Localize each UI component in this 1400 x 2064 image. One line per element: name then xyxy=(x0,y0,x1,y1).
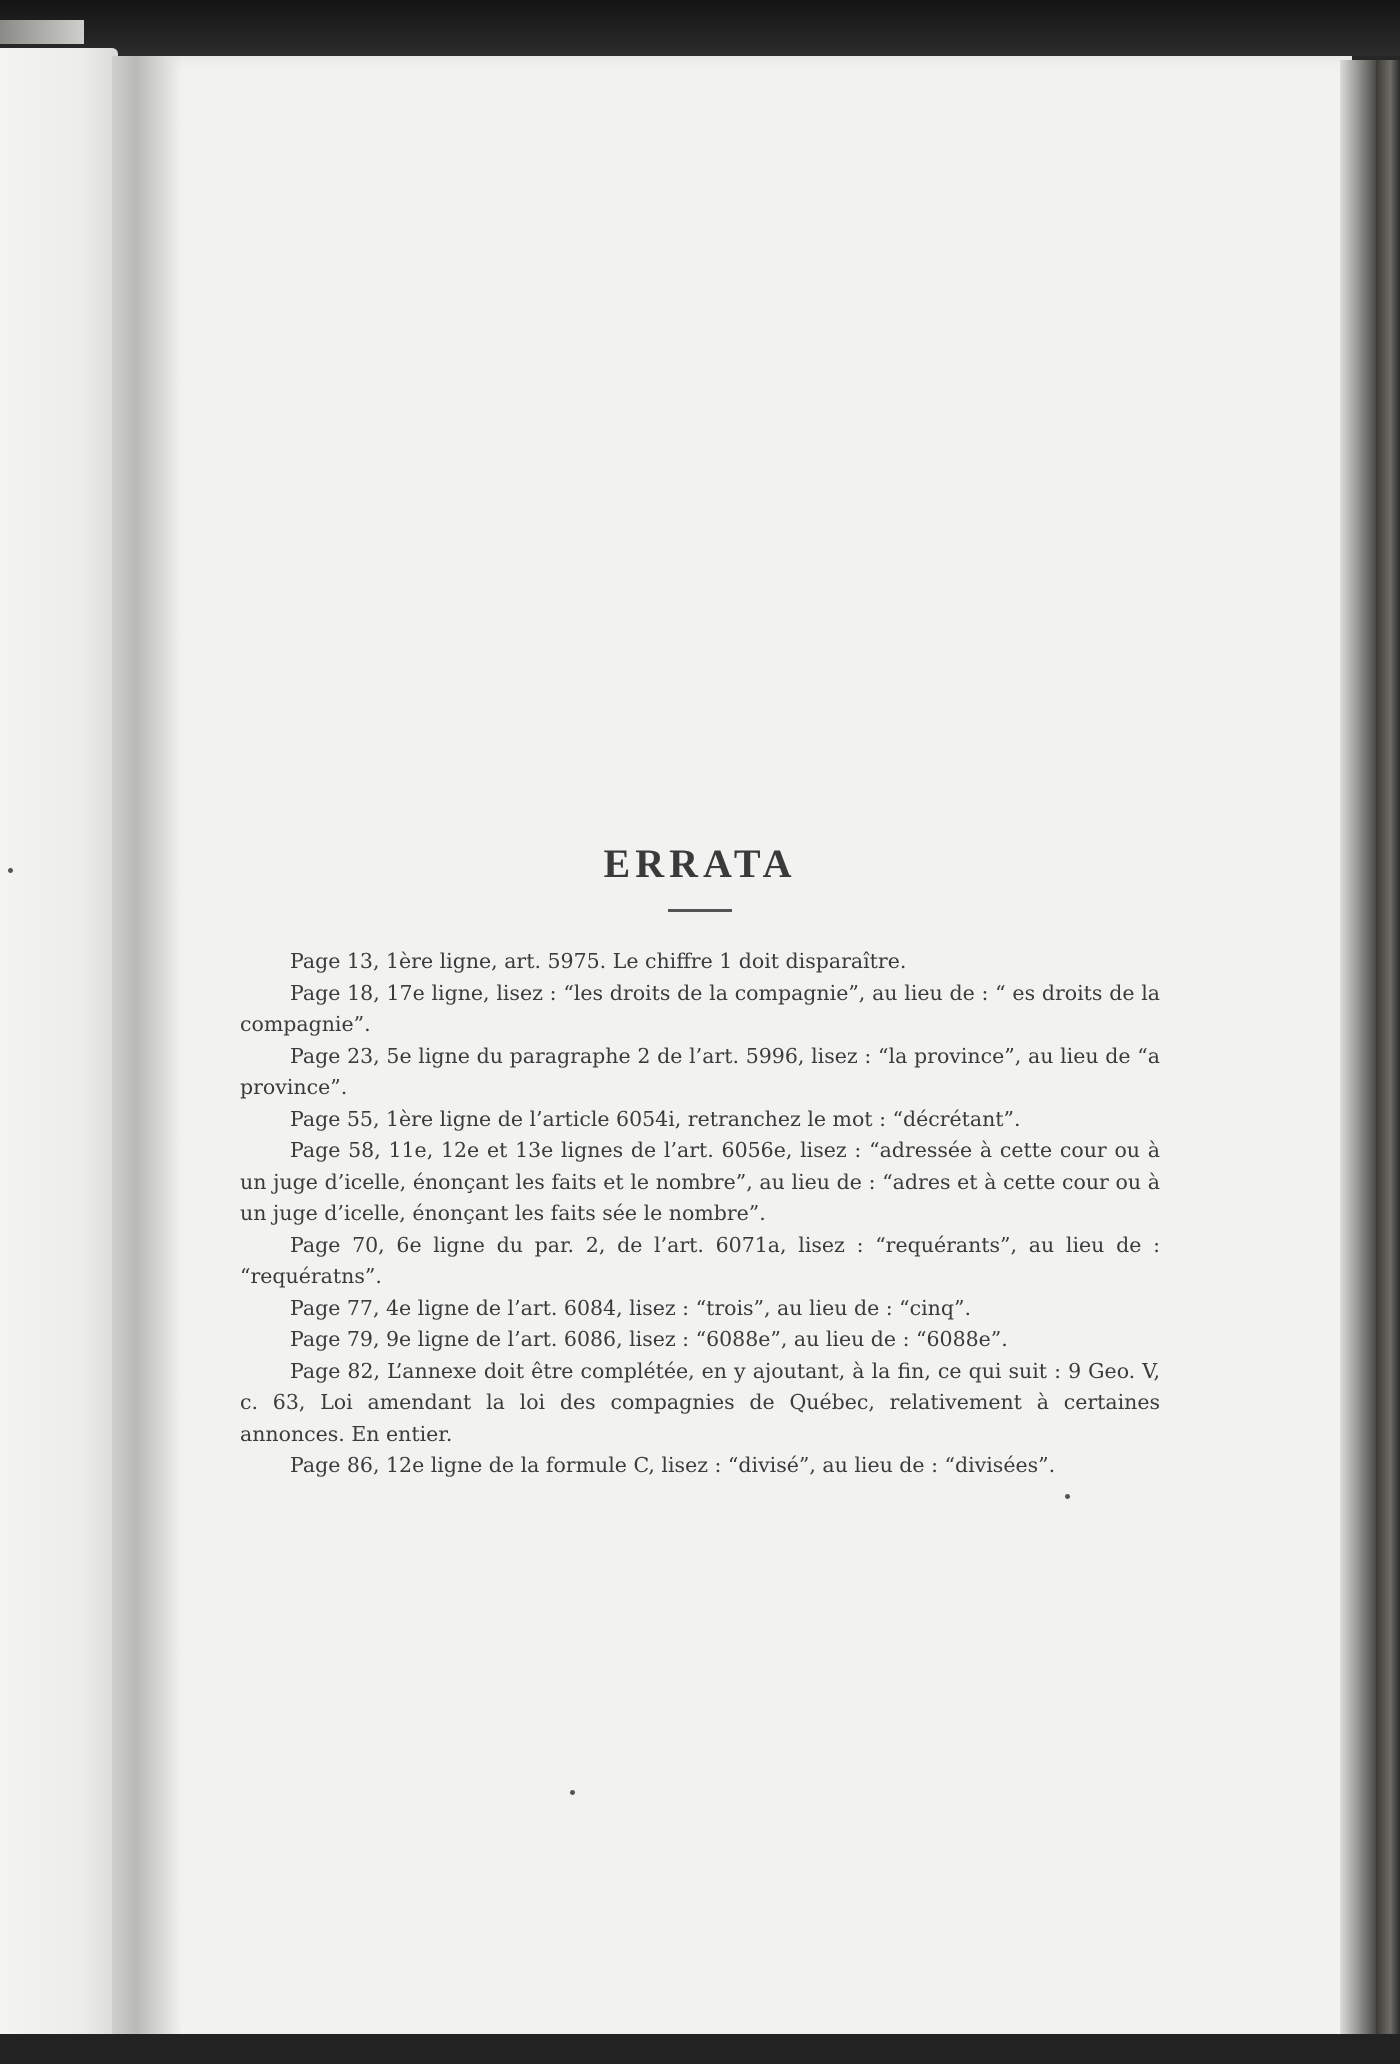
errata-entry: Page 13, 1ère ligne, art. 5975. Le chiffre 1 doit disparaître. xyxy=(290,949,907,973)
speck-mark xyxy=(1065,1494,1070,1499)
errata-entry: Page 23, 5e ligne du paragraphe 2 de l’art. 5996, lisez : “la province”, au lieu de “a province”. xyxy=(240,1043,1160,1099)
book-cover-edge xyxy=(1376,60,1400,2050)
speck-mark xyxy=(570,1790,575,1795)
scan-top-border xyxy=(0,0,1400,56)
page-gutter-shadow xyxy=(112,56,182,2046)
title-rule xyxy=(668,909,732,912)
previous-leaf-tab xyxy=(0,20,84,44)
scan-bottom-border xyxy=(0,2034,1400,2064)
errata-entry: Page 79, 9e ligne de l’art. 6086, lisez : “6088e”, au lieu de : “6088e”. xyxy=(290,1327,1008,1351)
errata-entry: Page 82, L’annexe doit être complétée, en y ajoutant, à la fin, ce qui suit : 9 Geo. V, c. 63, Loi amendant la loi des compagnies de Québec, relativement à certaines annonces. En entier. xyxy=(240,1358,1160,1446)
errata-entry: Page 70, 6e ligne du par. 2, de l’art. 6071a, lisez : “requérants”, au lieu de : “requératns”. xyxy=(240,1232,1160,1288)
errata-entry: Page 58, 11e, 12e et 13e lignes de l’art. 6056e, lisez : “adressée à cette cour ou à un juge d’icelle, énonçant les faits et le nombre”, au lieu de : “adres et à cette cour ou à un juge d’icelle, énonçant les faits sée le nombre”. xyxy=(240,1138,1160,1225)
page-title: ERRATA xyxy=(603,841,797,886)
errata-section xyxy=(240,820,1160,1482)
errata-list xyxy=(240,946,1160,1482)
errata-entry: Page 55, 1ère ligne de l’article 6054i, retranchez le mot : “décrétant”. xyxy=(290,1106,1021,1131)
errata-entry: Page 18, 17e ligne, lisez : “les droits de la compagnie”, au lieu de : “ es droits de la compagnie”. xyxy=(240,980,1160,1036)
previous-leaf xyxy=(0,48,118,2038)
speck-mark xyxy=(8,868,13,873)
errata-entry: Page 77, 4e ligne de l’art. 6084, lisez : “trois”, au lieu de : “cinq”. xyxy=(290,1295,971,1320)
page-stack-edge xyxy=(1340,60,1376,2050)
errata-entry: Page 86, 12e ligne de la formule C, lisez : “divisé”, au lieu de : “divisées”. xyxy=(290,1453,1056,1477)
